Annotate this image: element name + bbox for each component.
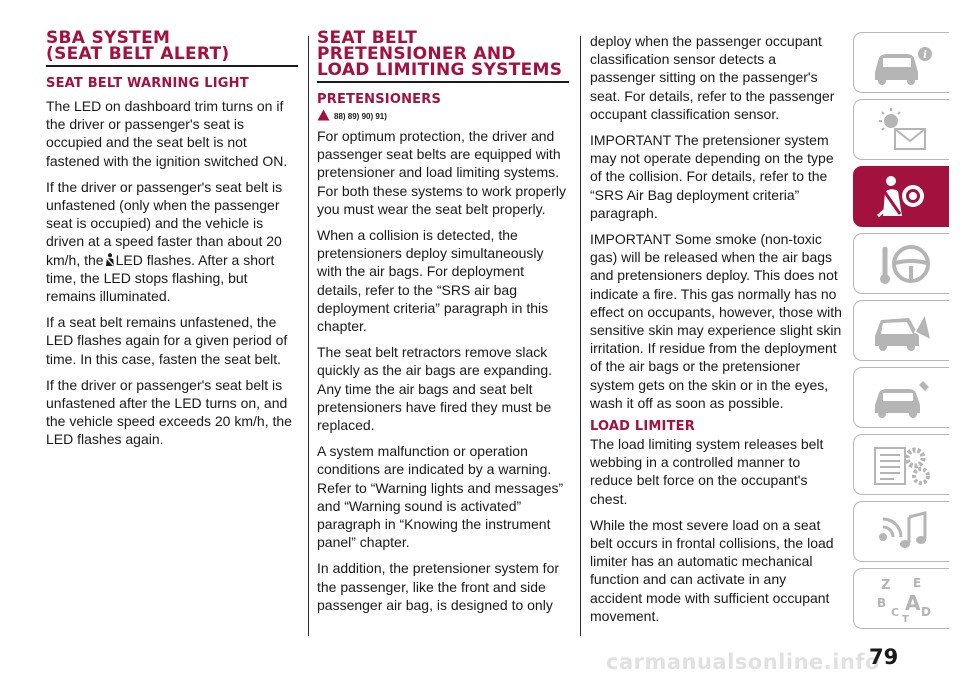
column-2 [317, 30, 569, 622]
paragraph: The load limiting system releases belt webbing in a controlled manner to reduce belt force on the occupant's chest. [590, 436, 824, 507]
seatbelt-warning-icon [104, 253, 116, 267]
index-letter: A [904, 590, 920, 615]
tab-maintenance[interactable] [853, 367, 949, 428]
car-maintenance-icon [869, 373, 935, 423]
multimedia-icon [869, 507, 935, 557]
paragraph: deploy when the passenger occupant classification sensor detects a passenger sitting on the passenger's seat. For details, refer to the passenger occupant classification sensor. [590, 33, 835, 122]
paragraph: IMPORTANT The pretensioner system may not operate depending on the type of the collision. For details, refer to the “SRS Air Bag deployment criteria” paragraph. [590, 132, 834, 221]
index-letter: E [912, 575, 921, 590]
tab-emergency[interactable] [853, 300, 949, 361]
index-letter: Z [880, 577, 890, 593]
tab-starting-driving[interactable] [853, 233, 949, 294]
warning-triangle-icon [317, 109, 330, 121]
tab-index[interactable] [853, 568, 949, 629]
subheading-load-limiter: LOAD LIMITER [590, 419, 695, 435]
index-letter: T [901, 613, 909, 624]
tab-technical-data[interactable] [853, 434, 949, 495]
paragraph: A system malfunction or operation conditions are indicated by a warning. Refer to “Warning lights and messages” and “Warning sound is activated” paragraph in “Knowing the instrument panel” chapter. [317, 443, 564, 551]
index-letter: C [890, 605, 899, 619]
reference-numbers: 88) 89) 90) 91) [334, 112, 387, 121]
paragraph: For optimum protection, the driver and passenger seat belts are equipped with pretensioner and load limiting systems. For both these systems to work properly you must wear the seat belt properly. [317, 128, 566, 217]
seatbelt-airbag-icon [869, 172, 935, 222]
column-divider [308, 36, 309, 636]
paragraph: The seat belt retractors remove slack quickly as the air bags are expanding. Any time the air bags and seat belt pretensioners have fired they must be replaced. [317, 344, 553, 434]
subheading-pretensioners: PRETENSIONERS [317, 92, 442, 107]
tab-multimedia[interactable] [853, 501, 949, 562]
alphabetical-index-icon [869, 574, 935, 624]
column-1 [46, 30, 298, 457]
index-letter: D [920, 604, 931, 619]
paragraph: While the most severe load on a seat belt occurs in frontal collisions, the load limiter has an automatic mechanical function and can activate in any accident mode with sufficient occupant movement. [590, 516, 834, 624]
paragraph: If a seat belt remains unfastened, the LED flashes again for a given period of time. In this case, fasten the seat belt. [46, 314, 288, 367]
key-steering-wheel-icon [869, 239, 935, 289]
paragraph: In addition, the pretensioner system for the passenger, like the front and side passenger air bag, is designed to only [317, 560, 560, 613]
tab-safety[interactable] [853, 166, 949, 227]
column-3 [590, 32, 842, 633]
column-divider [580, 36, 581, 636]
warning-references [317, 109, 569, 121]
section-title-line1: SBA SYSTEM [46, 28, 171, 48]
section-title-line2: (SEAT BELT ALERT) [46, 44, 230, 64]
section-title-sba [46, 30, 298, 62]
svg-text:i: i [922, 49, 927, 61]
index-letter: B [876, 595, 886, 610]
paragraph: When a collision is detected, the pretensioners deploy simultaneously with the air bags. For deployment details, refer to the “SRS air bag deployment criteria” paragraph in this chapter. [317, 227, 549, 335]
page-number: 79 [869, 645, 899, 669]
title-underline [317, 81, 569, 83]
watermark: carmanualsonline.info [606, 650, 880, 674]
section-title-pretensioner: SEAT BELT PRETENSIONER AND LOAD LIMITING SYSTEMS [317, 28, 563, 80]
paragraph: If the driver or passenger's seat belt is unfastened (only when the passenger seat is occupied) and the vehicle is driven at a speed faster than about 20 km/h, the LED flashes. After a short time, the LED stops flashing, but remains illuminated. [46, 178, 283, 305]
title-underline [46, 65, 298, 67]
car-emergency-icon [869, 306, 935, 356]
tab-car-info[interactable] [853, 32, 949, 93]
warning-light-message-icon [869, 105, 935, 155]
chapter-tabs [853, 32, 949, 635]
paragraph: The LED on dashboard trim turns on if the driver or passenger's seat is occupied and the seat belt is not fastened with the ignition switched ON. [46, 98, 288, 169]
technical-data-icon [869, 440, 935, 490]
car-info-icon [869, 38, 935, 88]
subheading-warning-light: SEAT BELT WARNING LIGHT [46, 76, 249, 91]
paragraph: If the driver or passenger's seat belt is unfastened after the LED turns on, and the vehicle speed exceeds 20 km/h, the LED flashes again. [46, 376, 292, 448]
paragraph: IMPORTANT Some smoke (non-toxic gas) will be released when the air bags and pretensioners deploy. This does not indicate a fire. This gas normally has no effect on occupants, however, those with sensitive skin may experience slight skin irritation. If residue from the deployment of the air bags or the pretensioner system gets on the skin or in the eyes, wash it off as soon as possible. [590, 231, 842, 411]
tab-warning-lights[interactable] [853, 99, 949, 160]
